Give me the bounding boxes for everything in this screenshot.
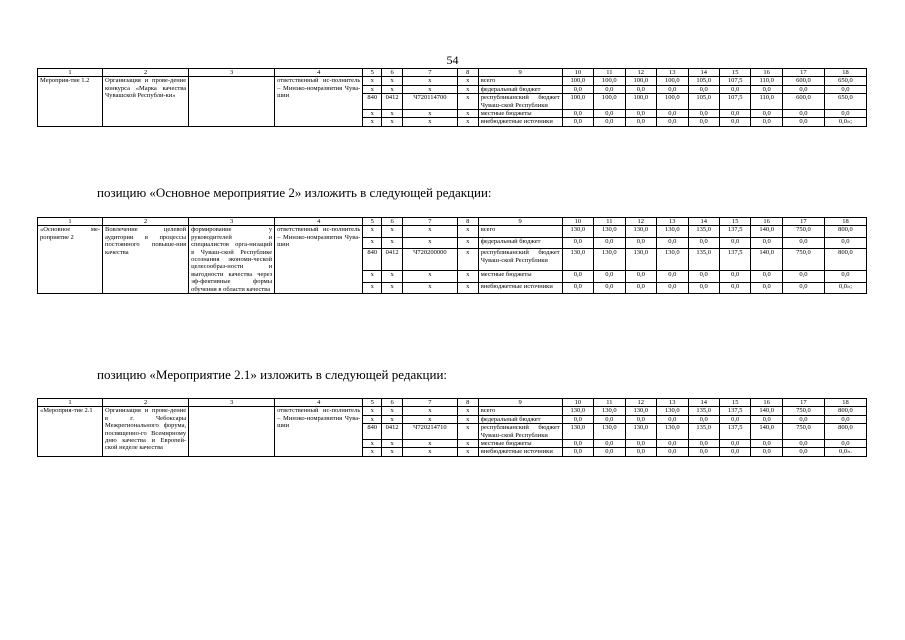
header-cell: 13 [657, 218, 688, 226]
amount-cell: 130,0 [594, 249, 625, 271]
amount-cell: 0,0 [782, 448, 824, 456]
code-target-item-cell: x [403, 85, 458, 93]
amount-cell: 0,0 [625, 271, 656, 283]
amount-cell: 0,0 [719, 118, 750, 126]
amount-cell: 130,0 [657, 226, 688, 238]
responsible-executor-cell: ответственный ис-полнитель – Минэко-номразвития Чува-шии [275, 226, 363, 294]
amount-cell: 140,0 [751, 424, 782, 440]
funding-source-cell: всего [478, 226, 562, 238]
header-cell: 1 [38, 399, 103, 407]
header-cell: 3 [189, 218, 275, 226]
amount-cell: 0,0 [625, 110, 656, 118]
amount-cell: 0,0 [688, 415, 719, 423]
code-target-item-cell: x [403, 415, 458, 423]
amount-cell: 0,0 [657, 448, 688, 456]
amount-cell: 0,0 [824, 85, 866, 93]
code-grbs-cell: x [363, 448, 382, 456]
measure-goal-cell: формирование у руководителей и специалистов орга-низаций в Чуваш-ской Республике осознания экономи-ческой целесообраз-ности и выгодности качества через эф-фективные формы обучения в области качества [189, 226, 275, 294]
code-section-cell: x [382, 271, 403, 283]
amount-cell: 0,0 [562, 440, 593, 448]
amount-cell: 130,0 [594, 226, 625, 238]
amount-cell: 100,0 [594, 77, 625, 85]
budget-table-measure-2-1 [37, 398, 867, 457]
amount-cell: 110,0 [751, 77, 782, 85]
code-section-cell: x [382, 85, 403, 93]
header-cell: 18 [824, 399, 866, 407]
code-target-item-cell: Ч720114700 [403, 94, 458, 110]
amount-cell: 0,0 [719, 448, 750, 456]
table-row [38, 77, 867, 85]
amount-cell: 137,5 [719, 407, 750, 415]
amount-cell: 137,5 [719, 424, 750, 440]
amount-cell: 0,0 [562, 415, 593, 423]
header-cell: 10 [562, 69, 593, 77]
amount-cell: 0,0 [824, 237, 866, 249]
code-grbs-cell: x [363, 282, 382, 294]
amount-cell: 0,0 [562, 85, 593, 93]
code-target-item-cell: x [403, 448, 458, 456]
code-target-item-cell: Ч720200000 [403, 249, 458, 271]
header-cell: 11 [594, 218, 625, 226]
amount-cell: 0,0 [751, 118, 782, 126]
amount-cell: 0,0 [562, 237, 593, 249]
funding-source-cell: республиканский бюджет Чуваш-ской Республики [478, 249, 562, 271]
amount-cell: 100,0 [625, 94, 656, 110]
code-section-cell: x [382, 407, 403, 415]
amount-cell: 0,0 [657, 237, 688, 249]
amount-cell: 130,0 [657, 407, 688, 415]
amount-cell: 135,0 [688, 226, 719, 238]
code-expense-type-cell: x [457, 118, 478, 126]
code-grbs-cell: x [363, 226, 382, 238]
header-cell: 16 [751, 69, 782, 77]
header-cell: 13 [657, 399, 688, 407]
amount-cell: 0,0 [657, 415, 688, 423]
amount-cell: 0,0 [657, 282, 688, 294]
amount-cell: 0,0 [594, 440, 625, 448]
header-cell: 18 [824, 218, 866, 226]
code-grbs-cell: x [363, 237, 382, 249]
code-target-item-cell: x [403, 282, 458, 294]
amount-cell: 140,0 [751, 226, 782, 238]
code-grbs-cell: x [363, 77, 382, 85]
responsible-executor-cell: ответственный ис-полнитель – Минэко-номразвития Чува-шии [275, 77, 363, 126]
code-expense-type-cell: x [457, 226, 478, 238]
amount-cell: 0,0 [719, 282, 750, 294]
amount-cell: 0,0 [688, 440, 719, 448]
amount-cell: 0,0 [594, 110, 625, 118]
amount-cell: 0,0 [625, 440, 656, 448]
amount-cell: 0,0 [657, 118, 688, 126]
code-expense-type-cell: x [457, 424, 478, 440]
code-grbs-cell: 840 [363, 249, 382, 271]
code-target-item-cell: x [403, 440, 458, 448]
amount-cell: 750,0 [782, 407, 824, 415]
amount-cell: 650,0 [824, 77, 866, 85]
header-cell: 5 [363, 218, 382, 226]
header-cell: 6 [382, 218, 403, 226]
code-grbs-cell: x [363, 271, 382, 283]
code-expense-type-cell: x [457, 448, 478, 456]
amount-cell: 0,0 [562, 448, 593, 456]
amount-cell: 0,0 [594, 448, 625, 456]
code-expense-type-cell: x [457, 407, 478, 415]
amount-cell: 130,0 [562, 249, 593, 271]
amount-cell: 130,0 [657, 249, 688, 271]
header-cell: 1 [38, 218, 103, 226]
header-cell: 5 [363, 399, 382, 407]
instruction-main-measure-2: позицию «Основное мероприятие 2» изложить в следующей редакции: [97, 185, 492, 200]
code-grbs-cell: x [363, 110, 382, 118]
code-target-item-cell: x [403, 110, 458, 118]
amount-cell: 0,0 [594, 271, 625, 283]
header-cell: 13 [657, 69, 688, 77]
measure-goal-cell [189, 77, 275, 126]
amount-cell: 800,0 [824, 424, 866, 440]
header-cell: 5 [363, 69, 382, 77]
amount-cell: 600,0 [782, 77, 824, 85]
funding-source-cell: всего [478, 77, 562, 85]
amount-cell: 140,0 [751, 249, 782, 271]
code-expense-type-cell: x [457, 77, 478, 85]
code-section-cell: x [382, 237, 403, 249]
amount-cell: 800,0 [824, 249, 866, 271]
budget-table-measure-1-2 [37, 68, 867, 127]
measure-status-cell: «Мероприя-тие 2.1 [38, 407, 103, 456]
amount-cell: 100,0 [562, 94, 593, 110]
funding-source-cell: внебюджетные источники [478, 282, 562, 294]
code-expense-type-cell: x [457, 249, 478, 271]
code-grbs-cell: x [363, 118, 382, 126]
amount-cell: 107,5 [719, 77, 750, 85]
amount-cell: 0,0 [688, 448, 719, 456]
amount-cell: 0,0 [562, 282, 593, 294]
header-cell: 9 [478, 69, 562, 77]
page-number: 54 [446, 53, 459, 67]
header-cell: 11 [594, 399, 625, 407]
amount-cell: 130,0 [657, 424, 688, 440]
header-cell: 3 [189, 399, 275, 407]
amount-cell: 0,0 [688, 85, 719, 93]
amount-cell: 105,0 [688, 77, 719, 85]
header-cell: 4 [275, 69, 363, 77]
code-target-item-cell: x [403, 226, 458, 238]
header-cell: 14 [688, 69, 719, 77]
amount-cell: 650,0 [824, 94, 866, 110]
amount-cell: 130,0 [625, 424, 656, 440]
table-header-row [38, 218, 867, 226]
header-cell: 7 [403, 69, 458, 77]
amount-cell: 130,0 [594, 424, 625, 440]
funding-source-cell: федеральный бюджет [478, 415, 562, 423]
code-section-cell: x [382, 77, 403, 85]
measure-name-cell: Организация и прове-дение в г. Чебоксары Межрегионального форума, посвященно-го Всемирному дню качества и Европей-ской неделе качества [103, 407, 189, 456]
table-header-row [38, 399, 867, 407]
code-section-cell: x [382, 118, 403, 126]
amount-cell: 0,0 [782, 271, 824, 283]
code-section-cell: 0412 [382, 424, 403, 440]
code-section-cell: 0412 [382, 249, 403, 271]
amount-cell: 0,0 [625, 85, 656, 93]
header-cell: 2 [103, 69, 189, 77]
table-header-row [38, 69, 867, 77]
code-grbs-cell: x [363, 85, 382, 93]
amount-cell: 0,0 [594, 118, 625, 126]
code-section-cell: x [382, 415, 403, 423]
amount-cell: 0,0 [824, 415, 866, 423]
header-cell: 3 [189, 69, 275, 77]
code-target-item-cell: x [403, 237, 458, 249]
code-expense-type-cell: x [457, 440, 478, 448]
amount-cell: 0,0 [751, 271, 782, 283]
amount-cell: 105,0 [688, 94, 719, 110]
table-row [38, 407, 867, 415]
header-cell: 7 [403, 399, 458, 407]
table-row [38, 226, 867, 238]
code-section-cell: x [382, 440, 403, 448]
amount-cell: 130,0 [625, 407, 656, 415]
amount-cell: 0,0 [719, 110, 750, 118]
header-cell: 16 [751, 218, 782, 226]
amount-cell: 0,0 [782, 237, 824, 249]
header-cell: 6 [382, 69, 403, 77]
amount-cell: 0,0 [719, 237, 750, 249]
amount-cell: 0,0 [562, 118, 593, 126]
amount-cell: 0,0 [782, 440, 824, 448]
amount-cell: 0,0 [782, 118, 824, 126]
amount-cell: 0,0 [824, 110, 866, 118]
header-cell: 8 [457, 399, 478, 407]
amount-cell: 0,0 [782, 282, 824, 294]
code-section-cell: x [382, 226, 403, 238]
amount-cell: 135,0 [688, 424, 719, 440]
header-cell: 10 [562, 399, 593, 407]
code-section-cell: 0412 [382, 94, 403, 110]
funding-source-cell: республиканский бюджет Чуваш-ской Республики [478, 94, 562, 110]
amount-cell: 130,0 [562, 407, 593, 415]
amount-cell: 107,5 [719, 94, 750, 110]
header-cell: 17 [782, 399, 824, 407]
amount-cell: 0,0 [688, 282, 719, 294]
amount-cell: 135,0 [688, 249, 719, 271]
funding-source-cell: республиканский бюджет Чуваш-ской Республики [478, 424, 562, 440]
amount-cell: 0,0 [625, 282, 656, 294]
amount-cell: 100,0 [657, 94, 688, 110]
amount-cell: 0,0 [751, 415, 782, 423]
code-section-cell: x [382, 448, 403, 456]
code-section-cell: x [382, 282, 403, 294]
amount-cell: 0,0 [625, 448, 656, 456]
amount-cell: 0,0 [594, 415, 625, 423]
funding-source-cell: местные бюджеты [478, 110, 562, 118]
amount-cell: 0,0 [719, 85, 750, 93]
amount-cell: 750,0 [782, 249, 824, 271]
amount-cell: 750,0 [782, 424, 824, 440]
header-cell: 7 [403, 218, 458, 226]
amount-cell: 600,0 [782, 94, 824, 110]
amount-cell: 110,0 [751, 94, 782, 110]
header-cell: 15 [719, 399, 750, 407]
amount-cell: 0,0»; [824, 118, 866, 126]
amount-cell: 130,0 [594, 407, 625, 415]
funding-source-cell: внебюджетные источники [478, 118, 562, 126]
amount-cell: 800,0 [824, 226, 866, 238]
amount-cell: 0,0 [688, 271, 719, 283]
amount-cell: 0,0 [719, 415, 750, 423]
budget-table-main-measure-2 [37, 217, 867, 294]
responsible-executor-cell: ответственный ис-полнитель – Минэко-номразвития Чува-шии [275, 407, 363, 456]
amount-cell: 0,0 [594, 237, 625, 249]
amount-cell: 100,0 [562, 77, 593, 85]
amount-cell: 140,0 [751, 407, 782, 415]
code-grbs-cell: 840 [363, 94, 382, 110]
amount-cell: 0,0 [719, 271, 750, 283]
measure-status-cell: Мероприя-тие 1.2 [38, 77, 103, 126]
measure-goal-cell [189, 407, 275, 456]
header-cell: 18 [824, 69, 866, 77]
header-cell: 9 [478, 399, 562, 407]
code-target-item-cell: x [403, 118, 458, 126]
header-cell: 9 [478, 218, 562, 226]
amount-cell: 137,5 [719, 249, 750, 271]
code-grbs-cell: x [363, 415, 382, 423]
amount-cell: 0,0 [719, 440, 750, 448]
header-cell: 15 [719, 69, 750, 77]
amount-cell: 0,0 [751, 110, 782, 118]
header-cell: 16 [751, 399, 782, 407]
amount-cell: 0,0 [657, 85, 688, 93]
header-cell: 4 [275, 399, 363, 407]
amount-cell: 0,0 [824, 271, 866, 283]
amount-cell: 0,0 [782, 85, 824, 93]
amount-cell: 0,0 [625, 415, 656, 423]
code-target-item-cell: x [403, 77, 458, 85]
header-cell: 12 [625, 399, 656, 407]
code-section-cell: x [382, 110, 403, 118]
amount-cell: 750,0 [782, 226, 824, 238]
funding-source-cell: федеральный бюджет [478, 237, 562, 249]
header-cell: 14 [688, 399, 719, 407]
amount-cell: 0,0 [688, 237, 719, 249]
header-cell: 12 [625, 218, 656, 226]
amount-cell: 0,0 [782, 110, 824, 118]
amount-cell: 130,0 [625, 226, 656, 238]
amount-cell: 0,0 [751, 85, 782, 93]
measure-name-cell: Организация и прове-дение конкурса «Марка качества Чувашской Республи-ки» [103, 77, 189, 126]
code-expense-type-cell: x [457, 94, 478, 110]
amount-cell: 130,0 [625, 249, 656, 271]
amount-cell: 0,0 [751, 282, 782, 294]
code-grbs-cell: 840 [363, 424, 382, 440]
code-expense-type-cell: x [457, 237, 478, 249]
amount-cell: 0,0 [594, 282, 625, 294]
header-cell: 6 [382, 399, 403, 407]
measure-status-cell: «Основное ме-роприятие 2 [38, 226, 103, 294]
funding-source-cell: местные бюджеты [478, 271, 562, 283]
header-cell: 17 [782, 218, 824, 226]
amount-cell: 0,0 [594, 85, 625, 93]
header-cell: 8 [457, 69, 478, 77]
amount-cell: 0,0 [657, 110, 688, 118]
funding-source-cell: внебюджетные источники [478, 448, 562, 456]
funding-source-cell: всего [478, 407, 562, 415]
amount-cell: 0,0». [824, 448, 866, 456]
amount-cell: 137,5 [719, 226, 750, 238]
amount-cell: 0,0 [688, 118, 719, 126]
amount-cell: 800,0 [824, 407, 866, 415]
header-cell: 10 [562, 218, 593, 226]
amount-cell: 0,0 [657, 271, 688, 283]
amount-cell: 0,0 [751, 440, 782, 448]
code-target-item-cell: x [403, 407, 458, 415]
code-expense-type-cell: x [457, 415, 478, 423]
header-cell: 14 [688, 218, 719, 226]
header-cell: 2 [103, 218, 189, 226]
amount-cell: 0,0 [782, 415, 824, 423]
header-cell: 15 [719, 218, 750, 226]
amount-cell: 100,0 [594, 94, 625, 110]
header-cell: 2 [103, 399, 189, 407]
amount-cell: 0,0 [562, 110, 593, 118]
amount-cell: 0,0»; [824, 282, 866, 294]
funding-source-cell: федеральный бюджет [478, 85, 562, 93]
amount-cell: 100,0 [625, 77, 656, 85]
amount-cell: 130,0 [562, 424, 593, 440]
amount-cell: 0,0 [625, 237, 656, 249]
amount-cell: 130,0 [562, 226, 593, 238]
amount-cell: 100,0 [657, 77, 688, 85]
code-expense-type-cell: x [457, 110, 478, 118]
code-target-item-cell: Ч720214710 [403, 424, 458, 440]
amount-cell: 135,0 [688, 407, 719, 415]
funding-source-cell: местные бюджеты [478, 440, 562, 448]
code-target-item-cell: x [403, 271, 458, 283]
header-cell: 17 [782, 69, 824, 77]
header-cell: 4 [275, 218, 363, 226]
code-grbs-cell: x [363, 440, 382, 448]
amount-cell: 0,0 [751, 448, 782, 456]
measure-name-cell: Вовлечение целевой аудитории в процессы постоянного повыше-ния качества [103, 226, 189, 294]
header-cell: 12 [625, 69, 656, 77]
header-cell: 1 [38, 69, 103, 77]
amount-cell: 0,0 [657, 440, 688, 448]
amount-cell: 0,0 [625, 118, 656, 126]
code-grbs-cell: x [363, 407, 382, 415]
amount-cell: 0,0 [751, 237, 782, 249]
code-expense-type-cell: x [457, 85, 478, 93]
instruction-measure-2-1: позицию «Мероприятие 2.1» изложить в следующей редакции: [97, 367, 448, 382]
amount-cell: 0,0 [562, 271, 593, 283]
header-cell: 11 [594, 69, 625, 77]
code-expense-type-cell: x [457, 282, 478, 294]
amount-cell: 0,0 [824, 440, 866, 448]
code-expense-type-cell: x [457, 271, 478, 283]
amount-cell: 0,0 [688, 110, 719, 118]
header-cell: 8 [457, 218, 478, 226]
